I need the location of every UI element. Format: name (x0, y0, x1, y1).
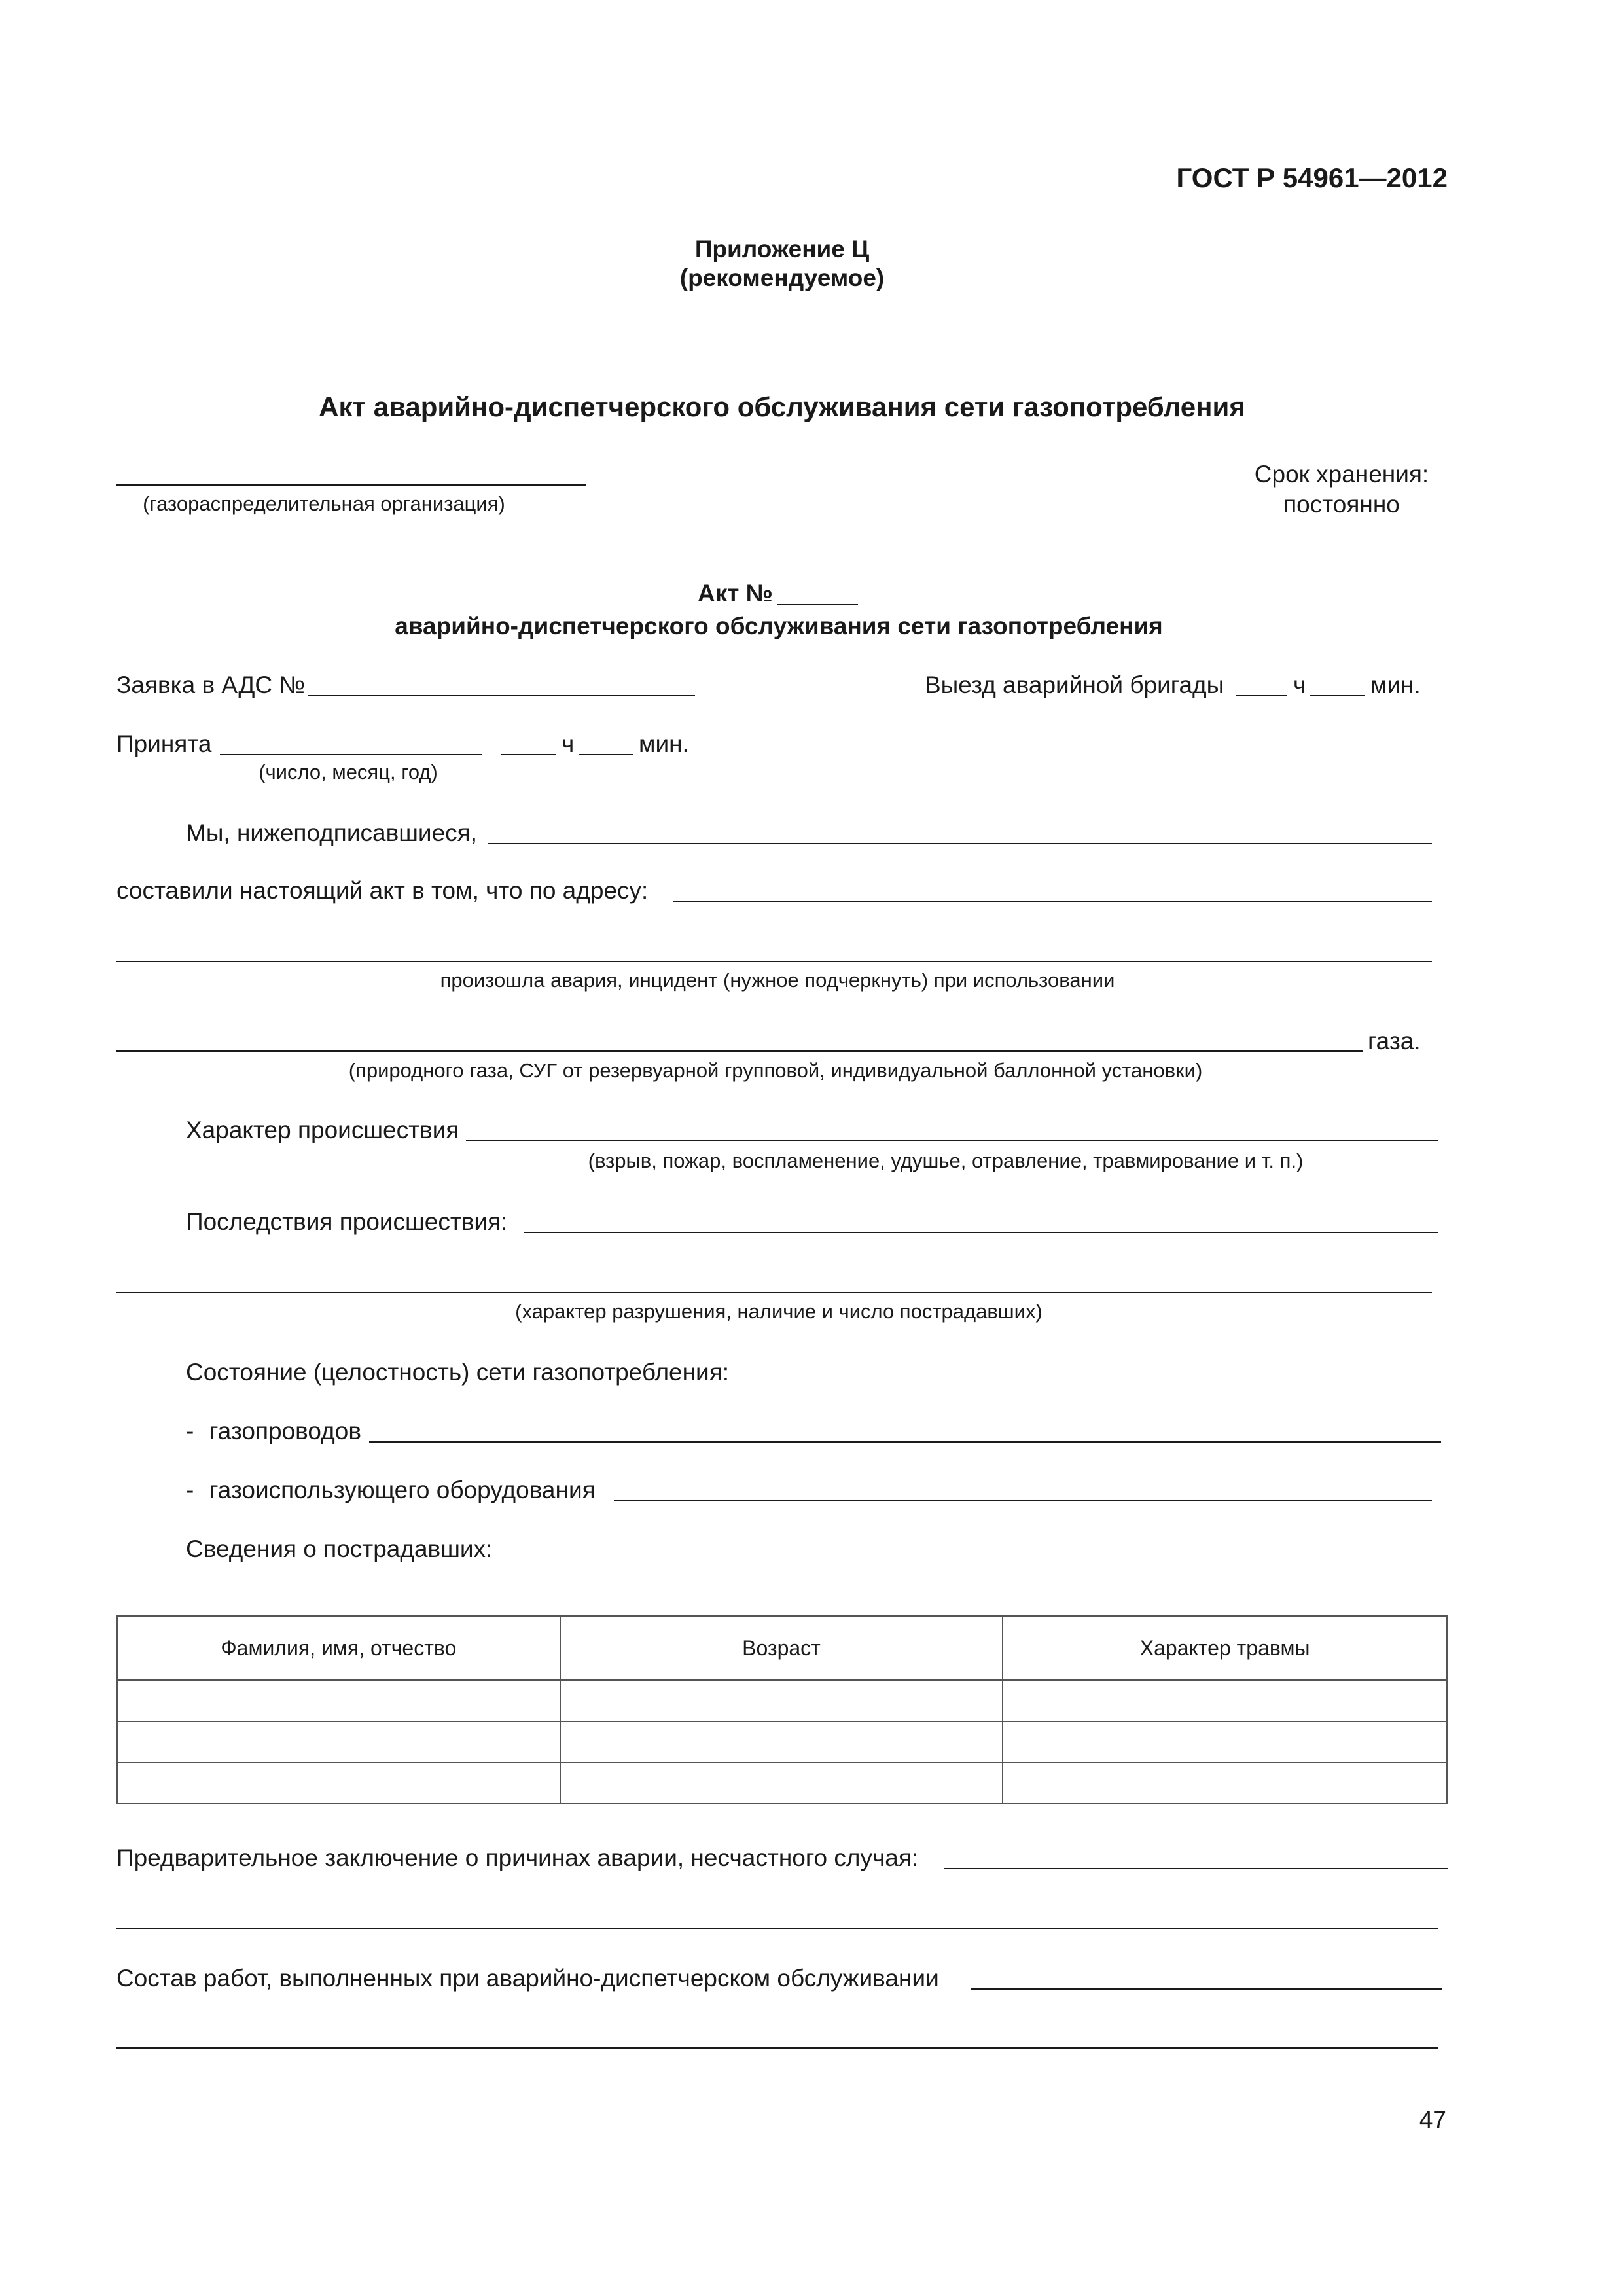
table-cell[interactable] (560, 1763, 1003, 1804)
table-row (117, 1721, 1447, 1763)
table-cell[interactable] (1003, 1680, 1447, 1721)
consequences-field-continued[interactable] (116, 1292, 1432, 1293)
act-title: аварийно-диспетчерского обслуживания сети газопотребления (395, 613, 1163, 639)
received-date-field[interactable] (220, 754, 482, 755)
page-number: 47 (1419, 2106, 1446, 2133)
act-number-field[interactable] (777, 604, 858, 605)
works-field-continued[interactable] (116, 2047, 1438, 2049)
address-caption: произошла авария, инцидент (нужное подчеркнуть) при использовании (440, 969, 1115, 992)
appendix-subtitle: (рекомендуемое) (679, 264, 885, 291)
network-state-label: Состояние (целостность) сети газопотребления: (186, 1359, 730, 1386)
table-cell[interactable] (1003, 1763, 1447, 1804)
organization-caption: (газораспределительная организация) (143, 492, 505, 515)
works-label: Состав работ, выполненных при аварийно-диспетчерском обслуживании (116, 1965, 939, 1992)
address-field[interactable] (673, 901, 1432, 902)
departure-hour-label: ч (1293, 672, 1306, 698)
conclusion-field[interactable] (944, 1868, 1448, 1869)
document-title: Акт аварийно-диспетчерского обслуживания сети газопотребления (319, 391, 1245, 422)
column-header-full-name: Фамилия, имя, отчество (117, 1616, 560, 1680)
organization-field[interactable] (116, 484, 586, 486)
consequences-caption: (характер разрушения, наличие и число пострадавших) (515, 1300, 1043, 1323)
table-row (117, 1680, 1447, 1721)
pipelines-label: газопроводов (209, 1418, 361, 1444)
appendix-title: Приложение Ц (694, 236, 870, 262)
table-row (117, 1763, 1447, 1804)
departure-minute-label: мин. (1370, 672, 1421, 698)
consequences-field[interactable] (524, 1232, 1438, 1233)
address-label: составили настоящий акт в том, что по адресу: (116, 877, 649, 904)
table-cell[interactable] (117, 1680, 560, 1721)
retention-value: постоянно (1283, 491, 1400, 518)
retention-label: Срок хранения: (1254, 461, 1429, 488)
table-cell[interactable] (117, 1763, 560, 1804)
address-field-continued[interactable] (116, 961, 1432, 962)
gas-caption: (природного газа, СУГ от резервуарной групповой, индивидуальной баллонной установки) (348, 1059, 1203, 1082)
incident-type-caption: (взрыв, пожар, воспламенение, удушье, отравление, травмирование и т. п.) (588, 1149, 1304, 1172)
received-date-caption: (число, месяц, год) (259, 761, 438, 783)
table-cell[interactable] (560, 1680, 1003, 1721)
victims-table-header (117, 1616, 1447, 1680)
works-field[interactable] (971, 1988, 1442, 1990)
received-label: Принята (116, 730, 212, 757)
victims-label: Сведения о пострадавших: (186, 1535, 493, 1562)
received-minute-field[interactable] (579, 754, 633, 755)
gas-suffix: газа. (1368, 1028, 1421, 1054)
column-header-age: Возраст (560, 1616, 1003, 1680)
conclusion-field-continued[interactable] (116, 1928, 1438, 1929)
pipelines-field[interactable] (369, 1441, 1441, 1443)
equipment-dash: - (186, 1477, 194, 1503)
conclusion-label: Предварительное заключение о причинах аварии, несчастного случая: (116, 1844, 919, 1871)
request-label: Заявка в АДС № (116, 672, 306, 698)
act-number-label: Акт № (698, 580, 773, 607)
equipment-label: газоиспользующего оборудования (209, 1477, 596, 1503)
received-hour-label: ч (562, 730, 575, 757)
departure-minute-field[interactable] (1310, 695, 1365, 696)
undersigned-label: Мы, нижеподписавшиеся, (186, 819, 477, 846)
undersigned-field[interactable] (488, 843, 1432, 844)
received-hour-field[interactable] (501, 754, 556, 755)
departure-hour-field[interactable] (1236, 695, 1287, 696)
incident-type-field[interactable] (466, 1140, 1438, 1141)
column-header-injury: Характер травмы (1003, 1616, 1447, 1680)
gas-type-field[interactable] (116, 1050, 1363, 1052)
victims-table (116, 1615, 1448, 1804)
table-cell[interactable] (560, 1721, 1003, 1763)
pipelines-dash: - (186, 1418, 194, 1444)
request-number-field[interactable] (308, 695, 695, 696)
equipment-field[interactable] (614, 1500, 1432, 1501)
departure-label: Выезд аварийной бригады (925, 672, 1224, 698)
incident-type-label: Характер происшествия (186, 1117, 459, 1143)
table-cell[interactable] (1003, 1721, 1447, 1763)
standard-number: ГОСТ Р 54961—2012 (1176, 162, 1448, 193)
consequences-label: Последствия происшествия: (186, 1208, 508, 1235)
received-minute-label: мин. (639, 730, 689, 757)
table-cell[interactable] (117, 1721, 560, 1763)
